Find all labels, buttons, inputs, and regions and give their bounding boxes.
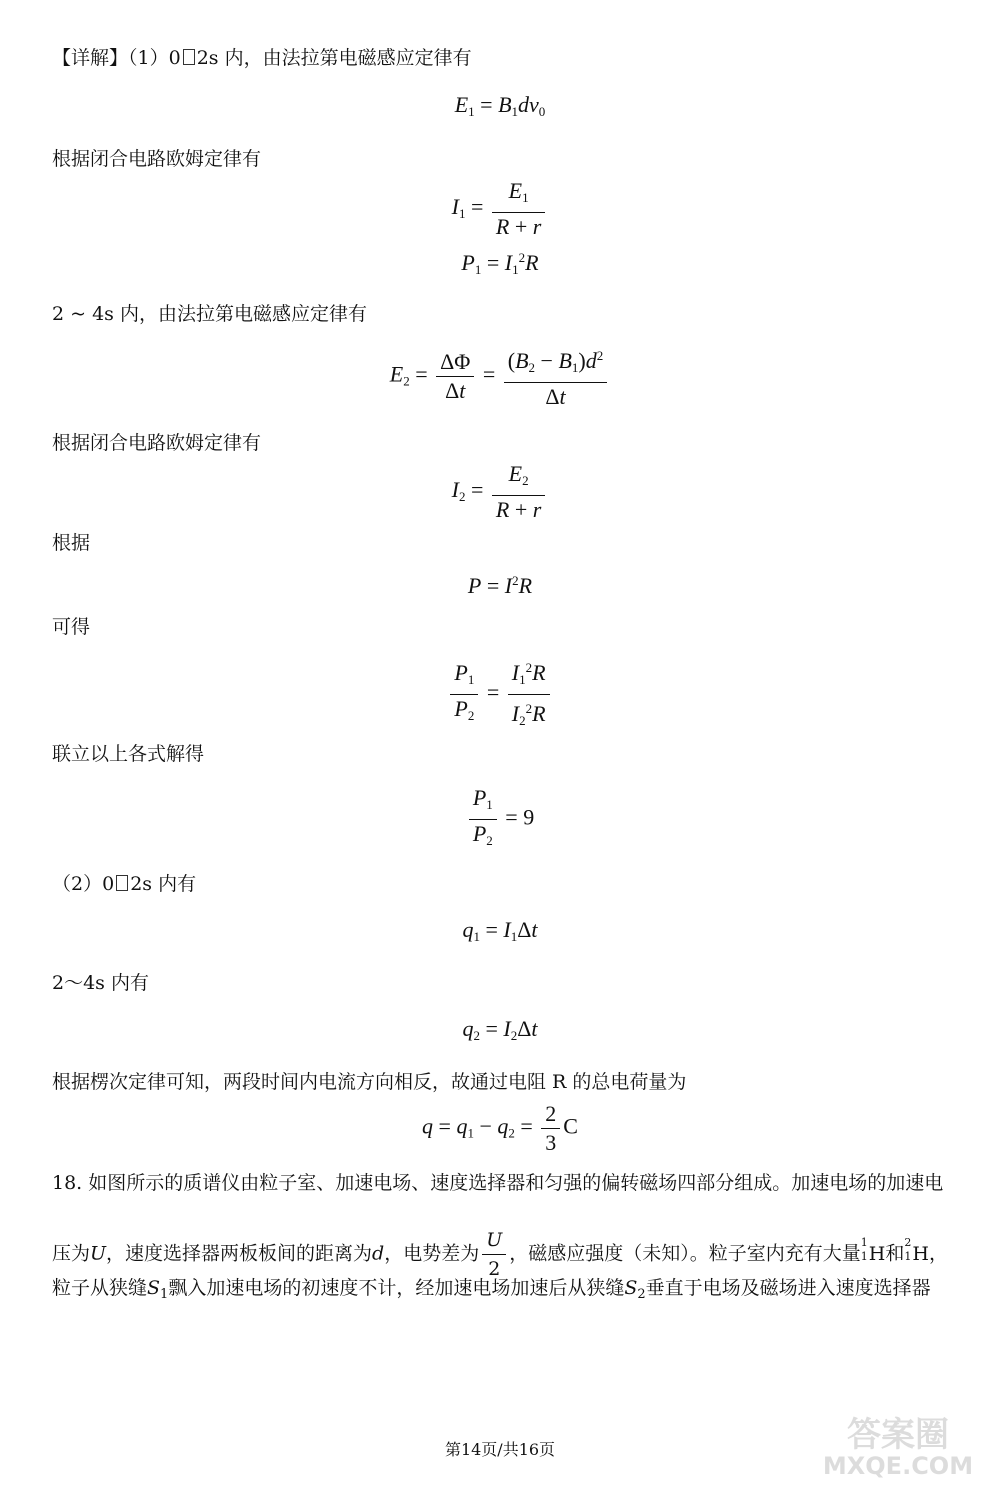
question-18-line-1: 18. 如图所示的质谱仪由粒子室、加速电场、速度选择器和匀强的偏转磁场四部分组成。加速电场的加速电 <box>52 1172 944 1194</box>
paragraph-obtain: 可得 <box>52 616 91 638</box>
solution-heading: 【详解】（1）0 2s 内，由法拉第电磁感应定律有 <box>52 47 472 69</box>
isotope-deuterium: 2 1 H <box>904 1235 929 1265</box>
part2-heading: （2）0 2s 内有 <box>52 873 197 895</box>
equation-i1: $I_1$ = $\frac{E_1}{R + r}$ <box>0 178 1000 240</box>
equation-ratio-result: $\frac{P_1}{P_2}$ = 9 <box>0 785 1000 854</box>
equation-e2: $E_2$ = $\frac{\Delta\Phi}{\Delta t}$ = $\frac{(B_2 - B_1)d^2}{\Delta t}$ <box>0 343 1000 410</box>
equation-i2: $I_2$ = $\frac{E_2}{R + r}$ <box>0 461 1000 523</box>
watermark-logo <box>808 1410 988 1480</box>
equation-e1: $E_1 = B_1dv_0$ <box>454 92 546 119</box>
paragraph-faraday-2: 2 ~ 4s 内，由法拉第电磁感应定律有 <box>52 303 367 325</box>
equation-q2: $q_2 = I_2\Delta t$ <box>462 1016 538 1043</box>
missing-glyph-box <box>116 875 128 891</box>
equation-q1: $q_1 = I_1\Delta t$ <box>462 917 538 944</box>
equation-total-charge: $q = q_1 - q_2$ = $\frac{2}{3}$ C <box>422 1101 578 1155</box>
equation-power: $P = I^2R$ <box>467 573 533 598</box>
paragraph-ohm-2: 根据闭合电路欧姆定律有 <box>52 432 262 454</box>
equation-ratio: $\frac{P_1}{P_2}$ = $\frac{I_1^2R}{I_2^2R}$ <box>0 655 1000 734</box>
question-18-line-2: 压为U，速度选择器两板板间的距离为d，电势差为 $\frac{U}{2}$ ，磁感应强度（未知）。粒子室内充有大量 1 1 H和 2 1 H， <box>52 1229 948 1280</box>
paragraph-lenz: 根据楞次定律可知，两段时间内电流方向相反，故通过电阻 R 的总电荷量为 <box>52 1071 687 1093</box>
missing-glyph-box <box>183 49 195 65</box>
svg-text:答案圈: 答案圈 <box>847 1415 949 1455</box>
isotope-protium: 1 1 H <box>860 1235 886 1265</box>
equation-p1: $P_1 = I_1^2R$ <box>461 250 539 277</box>
question-18-line-3: 粒子从狭缝$S_1$飘入加速电场的初速度不计，经加速电场加速后从狭缝$S_2$垂直于电场及磁场进入速度选择器 <box>52 1277 931 1302</box>
svg-text:MXQE.COM: MXQE.COM <box>822 1452 974 1480</box>
paragraph-according: 根据 <box>52 532 91 554</box>
paragraph-ohm-1: 根据闭合电路欧姆定律有 <box>52 148 262 170</box>
page-number: 第14页/共16页 <box>444 1440 556 1459</box>
paragraph-combine: 联立以上各式解得 <box>52 743 205 765</box>
paragraph-2-4s: 2～4s 内有 <box>52 972 149 994</box>
